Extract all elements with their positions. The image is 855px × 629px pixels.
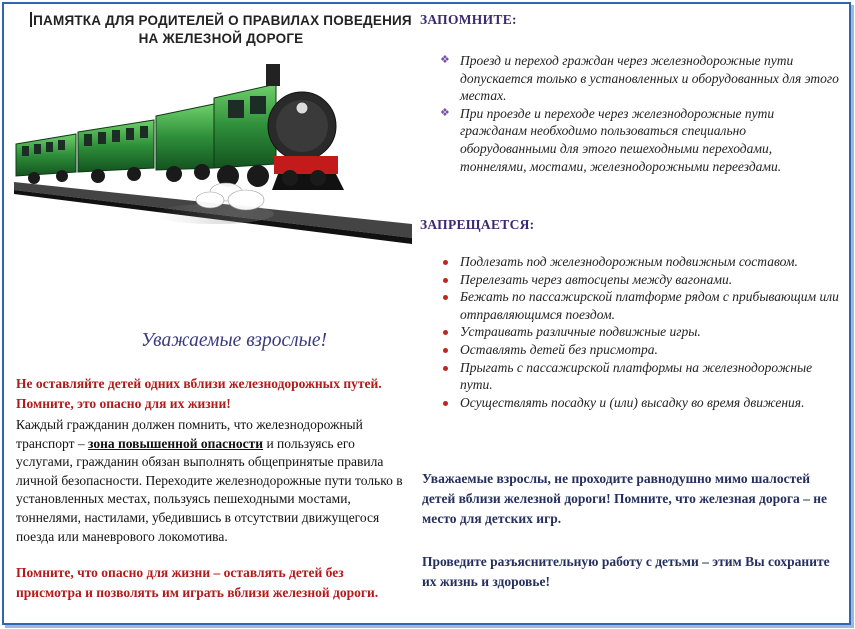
- list-item: Прыгать с пассажирской платформы на железнодорожные пути.: [420, 359, 840, 394]
- title-cursor-bar: [30, 12, 32, 27]
- warning-paragraph-bottom: Помните, что опасно для жизни – оставлять детей без присмотра и позволять им играть вблизи железной дороги.: [16, 565, 379, 600]
- closing-paragraph: Проведите разъяснительную работу с детьми – этим Вы сохраните их жизнь и здоровье!: [422, 554, 830, 589]
- list-item: Устраивать различные подвижные игры.: [420, 323, 840, 341]
- carriage-rear: [16, 134, 76, 176]
- danger-zone-phrase: зона повышенной опасности: [87, 435, 264, 451]
- remember-list: [420, 52, 840, 175]
- safety-paragraph: Каждый гражданин должен помнить, что железнодорожный транспорт – зона повышенной опасности и пользуясь его услугами, гражданин обязан выполнять общепринятые правила личной безопасности. Переходите железнодорожные пути только в установленных местах, пользуясь пешеходными мостами, тоннелями, настилами, убедившись в отсутствии движущегося поезда или маневрового локомотива.: [16, 417, 403, 544]
- list-item: Оставлять детей без присмотра.: [420, 341, 840, 359]
- forbidden-list: [420, 253, 840, 411]
- list-item: Перелезать через автосцепы между вагонами.: [420, 271, 840, 289]
- carriage-middle: [78, 120, 154, 172]
- forbidden-heading: ЗАПРЕЩАЕТСЯ:: [420, 217, 535, 232]
- list-item: Подлезать под железнодорожным подвижным составом.: [420, 253, 840, 271]
- list-item: ❖ Проезд и переход граждан через железнодорожные пути допускается только в установленных и оборудованных для этого местах.: [420, 52, 840, 105]
- appeal-paragraph: Уважаемые взрослы, не проходите равнодушно мимо шалостей детей вблизи железной дороги! Помните, что железная дорога – не место для детских игр.: [422, 471, 828, 526]
- list-item: Осуществлять посадку и (или) высадку во время движения.: [420, 394, 840, 412]
- train-illustration: [14, 64, 412, 244]
- left-column: [14, 8, 412, 600]
- list-item: Бежать по пассажирской платформе рядом с прибывающим или отправляющимся поездом.: [420, 288, 840, 323]
- remember-heading: ЗАПОМНИТЕ:: [420, 12, 517, 27]
- greeting-heading: Уважаемые взрослые!: [140, 330, 328, 351]
- page-title: ПАМЯТКА ДЛЯ РОДИТЕЛЕЙ О ПРАВИЛАХ ПОВЕДЕНИЯ НА ЖЕЛЕЗНОЙ ДОРОГЕ: [30, 12, 412, 48]
- warning-paragraph: Не оставляйте детей одних вблизи железнодорожных путей. Помните, это опасно для их жизни!: [16, 376, 382, 411]
- list-item: ❖ При проезде и переходе через железнодорожные пути гражданам необходимо пользоваться специально оборудованными для этого пешеходными переходами, тоннелями, мостами, железнодорожными переездами.: [420, 105, 840, 175]
